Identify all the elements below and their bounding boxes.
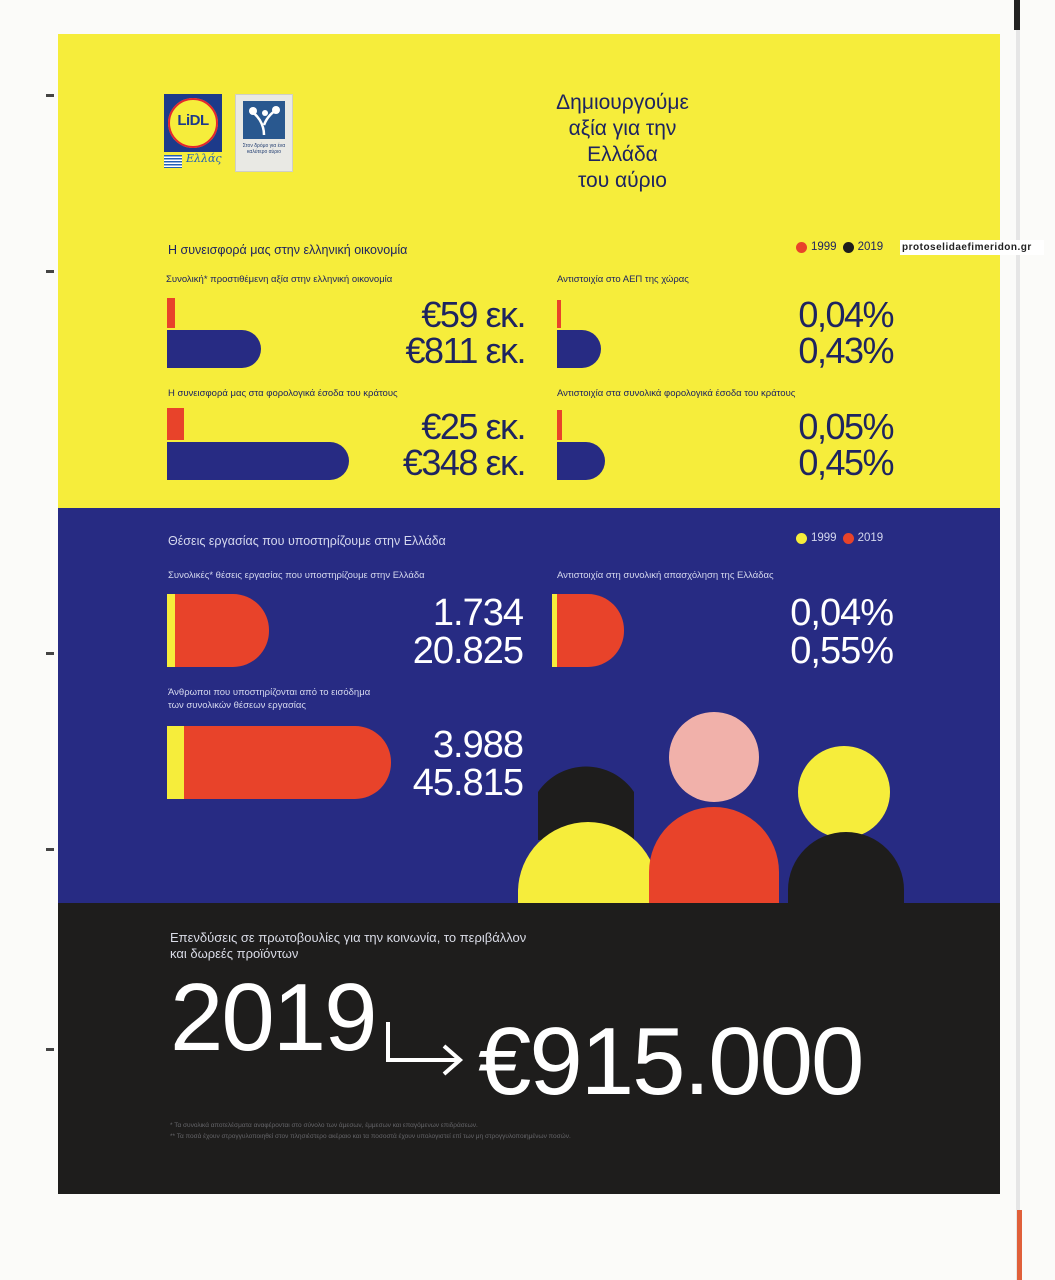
value-2019: 0,55% bbox=[790, 630, 893, 672]
people-illustration bbox=[516, 712, 916, 903]
initiative-logo bbox=[235, 94, 293, 172]
investment-title: Επενδύσεις σε πρωτοβουλίες για την κοινωνία, το περιβάλλον και δωρεές προϊόντων bbox=[170, 930, 527, 961]
initiative-caption: Στον δρόμο για ένα καλύτερο αύριο bbox=[242, 143, 286, 155]
bar-2019 bbox=[167, 594, 269, 667]
value-1999: €25 εκ. bbox=[421, 406, 525, 447]
bar-1999 bbox=[557, 410, 562, 440]
person-head bbox=[669, 712, 759, 802]
arrow-right-icon bbox=[384, 1020, 466, 1076]
value-1999: 1.734 bbox=[432, 592, 523, 634]
block-label: Αντιστοιχία στη συνολική απασχόληση της Ελλάδας bbox=[557, 570, 774, 581]
greek-flag-icon bbox=[164, 155, 182, 168]
block-label: Συνολικές* θέσεις εργασίας που υποστηρίζουμε στην Ελλάδα bbox=[168, 570, 425, 581]
punch-mark bbox=[46, 270, 54, 273]
footnote-1: * Τα συνολικά αποτελέσματα αναφέρονται στο σύνολο των άμεσων, έμμεσων και επαγόμενων επιδράσεων. bbox=[170, 1122, 478, 1129]
punch-mark bbox=[46, 848, 54, 851]
watermark: protoselidaefimeridon.gr bbox=[900, 240, 1044, 255]
value-1999: 0,05% bbox=[798, 406, 893, 447]
value-2019: 0,43% bbox=[798, 330, 893, 371]
bar-2019 bbox=[167, 442, 349, 480]
legend-label-2019: 2019 bbox=[857, 532, 884, 544]
bar-2019 bbox=[557, 330, 601, 368]
footnote-2: ** Τα ποσά έχουν στρογγυλοποιηθεί στον πλησιέστερο ακέραιο και τα ποσοστά έχουν υπολογιστεί επί των μη στρογγυλοποιημένων ποσών. bbox=[170, 1133, 571, 1140]
investment-amount: €915.000 bbox=[478, 1008, 863, 1115]
legend-dot-2019 bbox=[843, 242, 854, 253]
bar-2019 bbox=[557, 442, 605, 480]
corner-mark bbox=[1014, 0, 1020, 30]
bar-1999 bbox=[167, 594, 175, 667]
bar-1999 bbox=[167, 408, 184, 440]
legend-dot-1999 bbox=[796, 533, 807, 544]
bar-1999 bbox=[167, 726, 184, 799]
jobs-title: Θέσεις εργασίας που υποστηρίζουμε στην Ελλάδα bbox=[168, 534, 446, 548]
bar-1999 bbox=[552, 594, 557, 667]
legend-label-1999: 1999 bbox=[811, 532, 837, 544]
value-1999: €59 εκ. bbox=[421, 294, 525, 335]
value-2019: €811 εκ. bbox=[405, 330, 525, 371]
bar-1999 bbox=[167, 298, 175, 328]
legend-label-1999: 1999 bbox=[811, 241, 837, 253]
legend-label-2019: 2019 bbox=[857, 241, 884, 253]
person-head bbox=[798, 746, 890, 838]
page-edge bbox=[1016, 0, 1020, 1280]
economy-legend bbox=[796, 241, 883, 253]
investment-year: 2019 bbox=[170, 964, 376, 1071]
punch-mark bbox=[46, 652, 54, 655]
value-1999: 0,04% bbox=[790, 592, 893, 634]
block-label: Αντιστοιχία στα συνολικά φορολογικά έσοδα του κράτους bbox=[557, 388, 796, 399]
value-2019: €348 εκ. bbox=[402, 442, 525, 483]
punch-mark bbox=[46, 1048, 54, 1051]
edge-mark bbox=[1017, 1210, 1022, 1280]
value-2019: 45.815 bbox=[412, 762, 523, 804]
punch-mark bbox=[46, 94, 54, 97]
legend-dot-2019 bbox=[843, 533, 854, 544]
lidl-logo: LiDL bbox=[164, 94, 222, 152]
person-body bbox=[649, 807, 779, 903]
headline: Δημιουργούμε αξία για την Ελλάδα του αύριο bbox=[556, 91, 689, 192]
jobs-legend bbox=[796, 532, 883, 544]
value-2019: 20.825 bbox=[412, 630, 523, 672]
bar-2019 bbox=[552, 594, 624, 667]
block-label: Άνθρωποι που υποστηρίζονται από το εισόδημα των συνολικών θέσεων εργασίας bbox=[168, 687, 371, 711]
block-label: Η συνεισφορά μας στα φορολογικά έσοδα του κράτους bbox=[168, 388, 398, 399]
value-1999: 0,04% bbox=[798, 294, 893, 335]
person-body bbox=[788, 832, 904, 903]
block-label: Αντιστοιχία στο ΑΕΠ της χώρας bbox=[557, 274, 689, 285]
economy-title: Η συνεισφορά μας στην ελληνική οικονομία bbox=[168, 243, 408, 257]
block-label: Συνολική* προστιθέμενη αξία στην ελληνική οικονομία bbox=[166, 274, 393, 285]
bar-1999 bbox=[557, 300, 561, 328]
legend-dot-1999 bbox=[796, 242, 807, 253]
logo-script: Ελλάς bbox=[186, 152, 222, 165]
value-2019: 0,45% bbox=[798, 442, 893, 483]
bar-2019 bbox=[167, 330, 261, 368]
value-1999: 3.988 bbox=[432, 724, 523, 766]
